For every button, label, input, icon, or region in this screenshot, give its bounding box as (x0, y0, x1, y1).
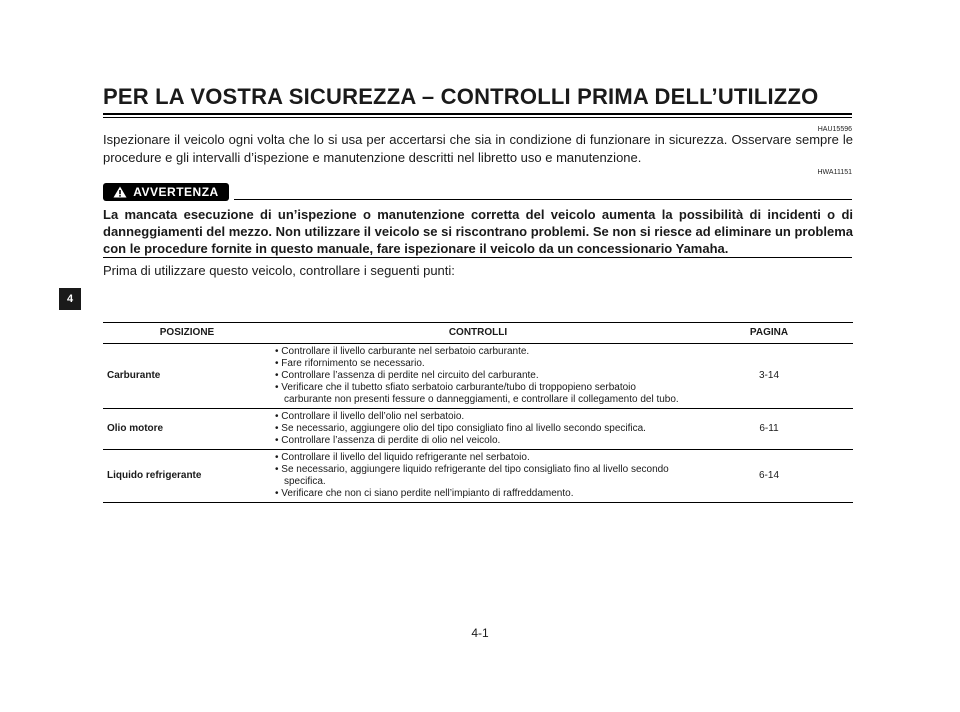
header-position: POSIZIONE (103, 323, 271, 344)
table-row (103, 409, 853, 450)
page-title: PER LA VOSTRA SICUREZZA – CONTROLLI PRIMA DELL’UTILIZZO (103, 84, 819, 109)
row-page: 3-14 (685, 344, 853, 409)
check-item: • Se necessario, aggiungere liquido refrigerante del tipo consigliato fino al livello secondo specifica. (275, 464, 681, 488)
row-page: 6-11 (685, 409, 853, 450)
check-item: • Controllare il livello dell’olio nel serbatoio. (275, 411, 681, 423)
lead-paragraph: Prima di utilizzare questo veicolo, controllare i seguenti punti: (103, 263, 455, 278)
check-item: • Controllare il livello carburante nel serbatoio carburante. (275, 346, 681, 358)
table-row (103, 344, 853, 409)
check-item: • Se necessario, aggiungere olio del tipo consigliato fino al livello secondo specifica. (275, 423, 681, 435)
page-number: 4-1 (471, 626, 489, 640)
table-header-row (103, 323, 853, 344)
chapter-tab: 4 (59, 288, 81, 310)
check-item: • Controllare il livello del liquido refrigerante nel serbatoio. (275, 452, 681, 464)
row-checks (271, 450, 685, 503)
check-item: • Verificare che il tubetto sfiato serbatoio carburante/tubo di troppopieno serbatoio carburante non presenti fessure o danneggiamenti, e controllare il collegamento del tubo. (275, 382, 681, 406)
table-row (103, 450, 853, 503)
header-checks: CONTROLLI (271, 323, 685, 344)
warning-rule (234, 199, 852, 200)
row-position: Carburante (103, 344, 271, 409)
warning-text: La mancata esecuzione di un’ispezione o manutenzione corretta del veicolo aumenta la possibilità di incidenti o di danneggiamenti del mezzo. Non utilizzare il veicolo se si riscontrano problemi. Se non si riesce ad eliminare un problema con le procedure fornite in questo manuale, fare ispezionare il veicolo da un concessionario Yamaha. (103, 207, 853, 256)
warning-code: HWA11151 (817, 169, 852, 176)
row-position: Olio motore (103, 409, 271, 450)
header-page: PAGINA (685, 323, 853, 344)
intro-paragraph: Ispezionare il veicolo ogni volta che lo si usa per accertarsi che sia in condizione di funzionare in sicurezza. Osservare sempre le procedure e gli intervalli d’ispezione e manutenzione descritti nel libretto uso e manutenzione. (103, 132, 853, 165)
intro-code: HAU15596 (817, 126, 852, 133)
warning-triangle-icon (113, 186, 127, 198)
title-rule-thin (103, 117, 852, 118)
check-item: • Controllare l’assenza di perdite di olio nel veicolo. (275, 435, 681, 447)
check-item: • Verificare che non ci siano perdite nell’impianto di raffreddamento. (275, 488, 681, 500)
row-checks (271, 344, 685, 409)
title-rule (103, 113, 852, 115)
checks-table (103, 322, 853, 503)
warning-label: AVVERTENZA (133, 185, 219, 199)
row-checks (271, 409, 685, 450)
row-page: 6-14 (685, 450, 853, 503)
check-item: • Fare rifornimento se necessario. (275, 358, 681, 370)
warning-rule-bottom (103, 257, 852, 258)
warning-badge (103, 183, 229, 201)
row-position: Liquido refrigerante (103, 450, 271, 503)
check-item: • Controllare l’assenza di perdite nel circuito del carburante. (275, 370, 681, 382)
